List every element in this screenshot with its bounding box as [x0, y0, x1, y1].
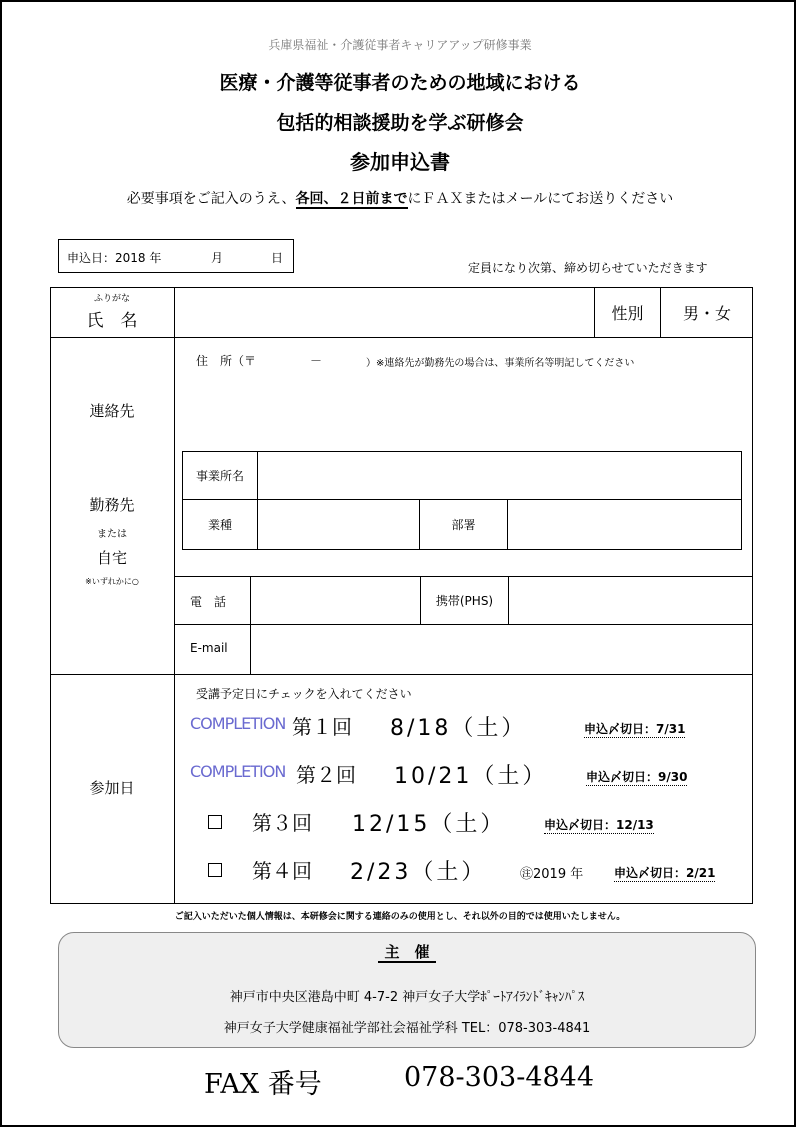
session-date: 2/23（土） [350, 860, 487, 885]
title-line-2: 包括的相談援助を学ぶ研修会 [276, 112, 524, 134]
email-row-top [174, 624, 753, 625]
org-line: 兵庫県福祉・介護従事者キャリアアップ研修事業 [268, 38, 532, 52]
session-date: 12/15（土） [352, 812, 506, 837]
session-checkbox[interactable] [208, 863, 222, 877]
office-input[interactable] [259, 452, 741, 498]
industry-input[interactable] [259, 501, 418, 549]
title-line-1: 医療・介護等従事者のための地域における [219, 72, 581, 94]
either-note: ※いずれかに○ [85, 577, 139, 586]
instructions-post: にＦＡＸまたはメールにてお送りください [407, 191, 674, 207]
host-dept: 神戸女子大学健康福祉学部社会福祉学科 TEL：078-303-4841 [223, 1021, 591, 1036]
form-column-divider [174, 287, 175, 904]
dept-input[interactable] [509, 501, 741, 549]
name-label: 氏 名 [86, 311, 138, 331]
apply-date-month: 月 [211, 251, 224, 265]
host-address: 神戸市中央区港島中町 4-7-2 神戸女子大学ﾎﾟｰﾄｱｲﾗﾝﾄﾞｷｬﾝﾊﾟｽ [229, 990, 585, 1005]
contact-label: 連絡先 [89, 402, 135, 420]
completion-stamp: COMPLETION [190, 762, 286, 781]
session-year-note: ㊟2019 年 [520, 867, 584, 882]
apply-date-day: 日 [271, 251, 284, 265]
email-input[interactable] [252, 626, 752, 673]
session-row [190, 710, 750, 742]
mobile-divider-right [508, 576, 509, 624]
session-number: 第４回 [252, 859, 312, 883]
session-row [190, 854, 750, 886]
address-input[interactable] [196, 372, 736, 442]
address-label: 住 所（〒 [196, 354, 257, 368]
gender-label: 性別 [611, 304, 644, 323]
gender-choice[interactable]: 男・女 [682, 304, 731, 323]
instructions-emphasis: 各回、２日前まで [295, 191, 408, 207]
session-row [190, 758, 750, 790]
mobile-input[interactable] [510, 578, 752, 623]
address-note: ）※連絡先が勤務先の場合は、事業所名等明記してください [366, 358, 635, 369]
phone-label-divider [250, 576, 251, 674]
session-row [190, 806, 750, 838]
workplace-label[interactable]: 勤務先 [89, 496, 135, 514]
apply-date-box [58, 239, 294, 273]
apply-date-label: 申込日：2018 年 [67, 251, 162, 265]
phone-label: 電 話 [190, 595, 227, 609]
session-deadline: 申込〆切日：12/13 [544, 818, 654, 832]
home-label[interactable]: 自宅 [96, 549, 127, 567]
office-label-divider [257, 451, 258, 550]
office-label: 事業所名 [195, 469, 244, 483]
name-input[interactable] [176, 290, 592, 336]
email-label: E-mail [190, 641, 228, 655]
instructions [0, 188, 800, 208]
check-instructions: 受講予定日にチェックを入れてください [196, 687, 412, 701]
session-date: 10/21（土） [394, 764, 548, 789]
fax-label: FAX 番号 [204, 1069, 322, 1100]
session-number: 第１回 [292, 715, 352, 739]
capacity-notice: 定員になり次第、締め切らせていただきます [468, 261, 708, 275]
industry-label: 業種 [207, 518, 232, 532]
privacy-note: ご記入いただいた個人情報は、本研修会に関する連絡のみの使用とし、それ以外の目的では使用いたしません。 [174, 912, 626, 922]
host-title-wrap [58, 941, 756, 962]
session-deadline: 申込〆切日：9/30 [586, 770, 688, 784]
mobile-label: 携帯(PHS) [435, 594, 494, 608]
dept-divider [507, 499, 508, 550]
title-line-3: 参加申込書 [350, 150, 450, 174]
session-number: 第３回 [252, 811, 312, 835]
furigana-label: ふりがな [93, 294, 130, 304]
session-deadline: 申込〆切日：7/31 [584, 722, 686, 736]
phone-input[interactable] [252, 578, 419, 623]
row-divider-name [50, 337, 753, 338]
name-label-cell [50, 291, 174, 331]
or-label: または [97, 529, 127, 540]
session-number: 第２回 [296, 763, 356, 787]
date-label: 参加日 [89, 779, 135, 797]
session-deadline: 申込〆切日：2/21 [614, 866, 716, 880]
session-date: 8/18（土） [390, 716, 527, 741]
row-divider-contact [50, 674, 753, 675]
dept-label: 部署 [451, 518, 476, 532]
completion-stamp: COMPLETION [190, 714, 286, 733]
host-title: 主 催 [378, 943, 435, 963]
instructions-pre: 必要事項をご記入のうえ、 [126, 191, 296, 207]
session-checkbox[interactable] [208, 815, 222, 829]
address-dash: － [310, 354, 323, 368]
fax-number: 078-303-4844 [404, 1062, 595, 1093]
